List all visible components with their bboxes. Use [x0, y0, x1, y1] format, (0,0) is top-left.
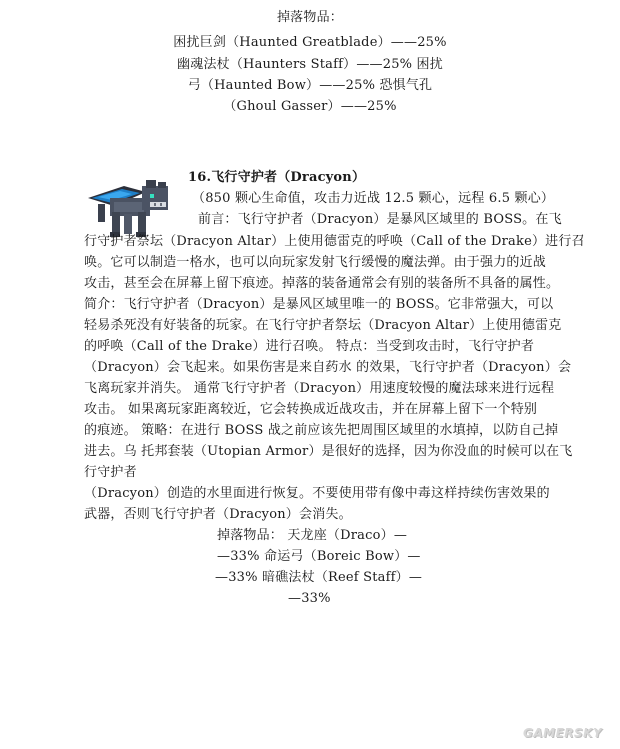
drops-line: 掉落物品： 天龙座（Draco）—	[217, 528, 408, 543]
body-line: 武器，否则飞行守护者（Dracyon）会消失。	[84, 507, 352, 522]
dracyon-image	[84, 168, 182, 240]
body-line: 进去。乌 托邦套装（Utopian Armor）是很好的选择，因为你没血的时候可以在飞	[84, 444, 573, 459]
body-line: 简介：飞行守护者（Dracyon）是暴风区域里唯一的 BOSS。它非常强大，可以	[84, 297, 554, 312]
body-line: 的呼唤（Call of the Drake）进行召唤。 特点：当受到攻击时，飞行守护者	[84, 339, 535, 354]
body-line: （Dracyon）创造的水里面进行恢复。不要使用带有像中毒这样持续伤害效果的	[84, 486, 550, 501]
boss-stats: （850 颗心生命值，攻击力近战 12.5 颗心，远程 6.5 颗心）	[192, 191, 555, 206]
body-line: 轻易杀死没有好装备的玩家。在飞行守护者祭坛（Dracyon Altar）上使用德雷克	[84, 318, 562, 333]
body-line: 攻击。 如果离玩家距离较近，它会转换成近战攻击，并在屏幕上留下一个特别	[84, 402, 538, 417]
drop-item-line: 弓（Haunted Bow）——25% 恐惧气孔	[187, 78, 433, 93]
drop-item-line: （Ghoul Gasser）——25%	[223, 99, 397, 114]
gamersky-watermark: GAMERSKY	[523, 726, 603, 740]
drops-title: 掉落物品：	[276, 10, 343, 25]
body-line: 攻击，甚至会在屏幕上留下痕迹。掉落的装备通常会有别的装备所不具备的属性。	[84, 276, 560, 291]
drop-item-line: 困扰巨剑（Haunted Greatblade）——25%	[173, 35, 447, 50]
body-line: 前言：飞行守护者（Dracyon）是暴风区域里的 BOSS。在飞	[198, 212, 562, 227]
boss-heading-name: 飞行守护者（Dracyon）	[211, 170, 366, 185]
boss-heading-number: 16.	[188, 170, 212, 185]
body-line: （Dracyon）会飞起来。如果伤害是来自药水 的效果，飞行守护者（Dracyon）会	[84, 360, 572, 375]
drops-line: —33% 暗礁法杖（Reef Staff）—	[215, 570, 423, 585]
body-line: 行守护者祭坛（Dracyon Altar）上使用德雷克的呼唤（Call of the Drake）进行召	[84, 234, 585, 249]
boss-heading	[188, 168, 365, 188]
body-line: 飞离玩家并消失。 通常飞行守护者（Dracyon）用速度较慢的魔法球来进行远程	[84, 381, 555, 396]
drops-line: —33%	[288, 591, 331, 606]
drop-item-line: 幽魂法杖（Haunters Staff）——25% 困扰	[177, 57, 443, 72]
drops-line: —33% 命运弓（Boreic Bow）—	[217, 549, 421, 564]
body-line: 行守护者	[84, 465, 137, 480]
body-line: 唤。它可以制造一格水，也可以向玩家发射飞行缓慢的魔法弹。由于强力的近战	[84, 255, 547, 270]
body-line: 的痕迹。 策略：在进行 BOSS 战之前应该先把周围区域里的水填掉，以防自己掉	[84, 423, 559, 438]
